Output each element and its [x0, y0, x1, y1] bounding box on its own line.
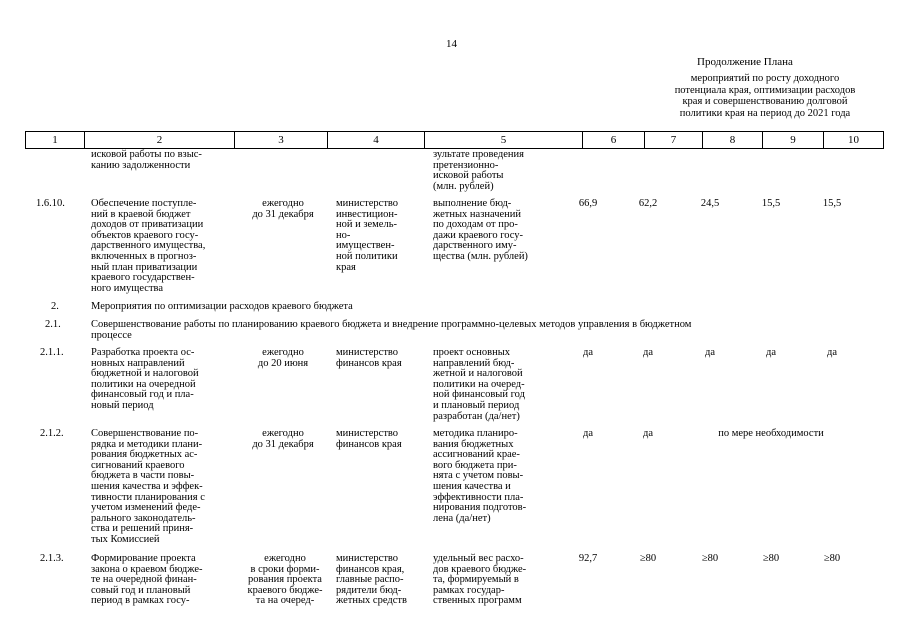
row1-name: Обеспечение поступле- ний в краевой бюджет доходов от приватизации объектов краевого госу- дарственного имущества, включенных в прогноз- ный план приватизации краевого государствен- ного имущества	[91, 198, 206, 294]
row1-value-8: 24,5	[700, 198, 720, 209]
col-header-3: 3	[235, 132, 328, 149]
row4-value-10: да	[826, 347, 837, 358]
col-header-5: 5	[425, 132, 583, 149]
plan-title: мероприятий по росту доходного потенциала края, оптимизации расходов края и совершенствованию долговой политики края на период до 2021 года	[674, 73, 856, 119]
row1-number: 1.6.10.	[36, 198, 65, 209]
col-header-6: 6	[583, 132, 645, 149]
row6-name: Формирование проекта закона о краевом бюдже- те на очередной финан- совый год и плановый период в рамках госу-	[91, 553, 203, 607]
col-header-10: 10	[824, 132, 884, 149]
subsection-title: Совершенствование работы по планированию краевого бюджета и внедрение программно-целевых методов управления в бюджетном процессе	[91, 319, 692, 341]
section-title: Мероприятия по оптимизации расходов краевого бюджета	[91, 301, 353, 312]
row4-value-9: да	[765, 347, 776, 358]
row0-name: исковой работы по взыс- канию задолженности	[91, 149, 202, 171]
row4-value-7: да	[642, 347, 653, 358]
row5-value-7: да	[642, 428, 653, 439]
row6-value-9: ≥80	[762, 553, 780, 564]
row1-value-9: 15,5	[761, 198, 781, 209]
col-header-9: 9	[763, 132, 824, 149]
row4-executor: министерство финансов края	[336, 347, 402, 369]
row5-deadline: ежегодно до 31 декабря	[252, 428, 314, 450]
row1-value-6: 66,9	[578, 198, 598, 209]
row6-value-10: ≥80	[823, 553, 841, 564]
row6-number: 2.1.3.	[40, 553, 64, 564]
column-header-row	[25, 131, 884, 149]
row5-number: 2.1.2.	[40, 428, 64, 439]
col-header-7: 7	[645, 132, 703, 149]
row6-executor: министерство финансов края, главные распо- рядители бюд- жетных средств	[336, 553, 407, 607]
row4-deadline: ежегодно до 20 июня	[257, 347, 309, 369]
col-header-1: 1	[26, 132, 85, 149]
row4-number: 2.1.1.	[40, 347, 64, 358]
row1-deadline: ежегодно до 31 декабря	[252, 198, 314, 220]
row4-value-6: да	[582, 347, 593, 358]
col-header-4: 4	[328, 132, 425, 149]
row1-executor: министерство инвестицион- ной и земель- но- имуществен- ной политики края	[336, 198, 399, 273]
row4-value-8: да	[704, 347, 715, 358]
continuation-label: Продолжение Плана	[697, 56, 793, 68]
row1-indicator: выполнение бюд- жетных назначений по доходам от про- дажи краевого госу- дарственного иму- щества (млн. рублей)	[433, 198, 528, 262]
row6-value-8: ≥80	[701, 553, 719, 564]
col-header-8: 8	[703, 132, 763, 149]
row5-value-6: да	[582, 428, 593, 439]
row5-value-8-10: по мере необходимости	[718, 428, 824, 439]
row4-name: Разработка проекта ос- новных направлений бюджетной и налоговой политики на очередной финансовый год и пла- новый период	[91, 347, 199, 411]
row5-indicator: методика планиро- вания бюджетных ассигнований крае- вого бюджета при- нята с учетом повы- шения качества и эффективности пла- нирования подготов- лена (да/нет)	[433, 428, 527, 524]
col-header-2: 2	[85, 132, 235, 149]
row6-deadline: ежегодно в сроки форми- рования проекта краевого бюдже- та на очеред-	[247, 553, 323, 607]
subsection-number: 2.1.	[45, 319, 61, 330]
section-number: 2.	[51, 301, 59, 312]
row5-name: Совершенствование по- рядка и методики плани- рования бюджетных ас- сигнований краевого бюджета в части повы- шения качества и эффек- тивности планирования с учетом изменений феде- рального законодатель- ства и решений приня- тых Комиссией	[91, 428, 205, 545]
page-number: 14	[446, 38, 457, 50]
row1-value-10: 15,5	[822, 198, 842, 209]
row5-executor: министерство финансов края	[336, 428, 402, 450]
row4-indicator: проект основных направлений бюд- жетной и налоговой политики на очеред- ной финансовый год и плановый период разработан (да/нет)	[433, 347, 525, 422]
row6-value-6: 92,7	[578, 553, 598, 564]
row6-value-7: ≥80	[639, 553, 657, 564]
row0-indicator: зультате проведения претензионно- исковой работы (млн. рублей)	[433, 149, 524, 192]
row1-value-7: 62,2	[638, 198, 658, 209]
row6-indicator: удельный вес расхо- дов краевого бюдже- та, формируемый в рамках государ- ственных программ	[433, 553, 527, 607]
